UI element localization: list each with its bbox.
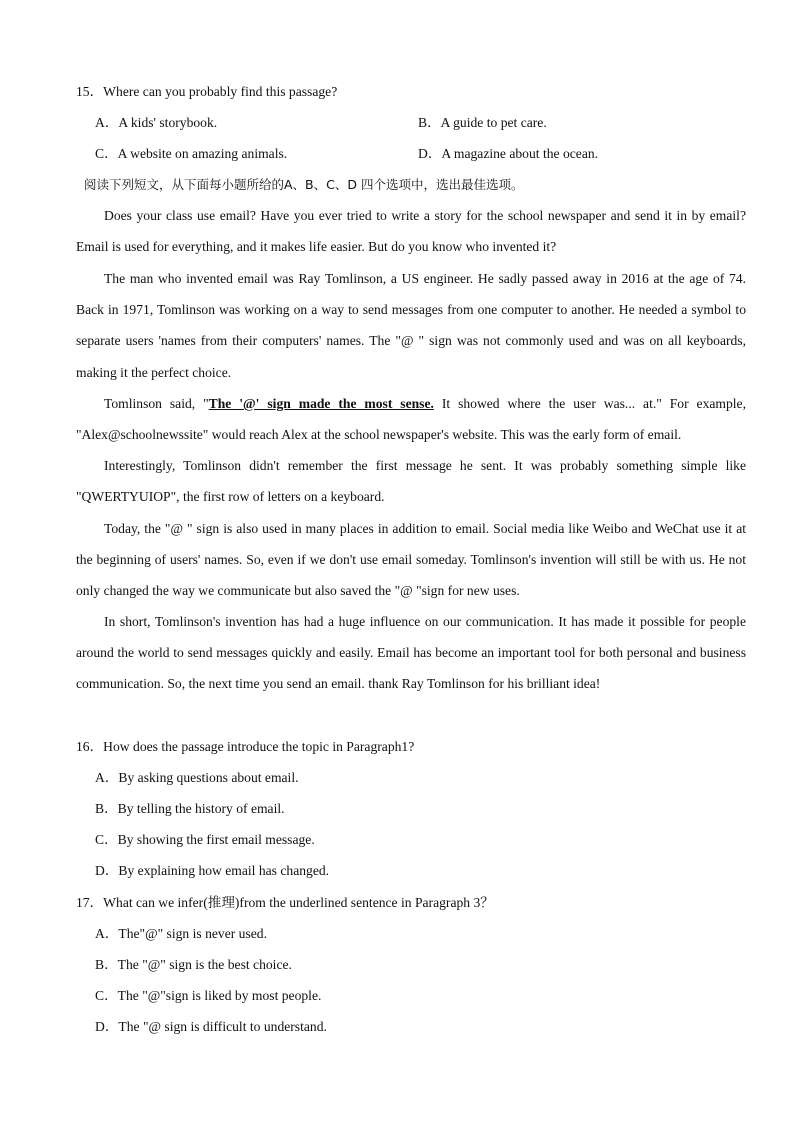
- passage-paragraph-6: In short, Tomlinson's invention has had a huge influence on our communication. It has made it possible for people around the world to send messages quickly and easily. Email has become an important tool for both personal and business communication. So, the next time you send an email. thank Ray Tomlinson for his brilliant idea!: [76, 614, 746, 692]
- passage-paragraph-2: The man who invented email was Ray Tomlinson, a US engineer. He sadly passed away in 2016 at the age of 74. Back in 1971, Tomlinson was working on a way to send messages from one computer to another. He needed a symbol to separate users 'names from their computers' names. The "@ " sign was not commonly used and was on all keyboards, making it the perfect choice.: [76, 271, 746, 380]
- passage-paragraph-4: Interestingly, Tomlinson didn't remember the first message he sent. It was probably something simple like "QWERTYUIOP", the first row of letters on a keyboard.: [76, 458, 746, 505]
- reading-instruction: 阅读下列短文，从下面每小题所给的A、B、C、D 四个选项中，选出最佳选项。: [84, 177, 524, 192]
- question-15-stem: 15．Where can you probably find this passage?: [76, 84, 338, 99]
- passage-paragraph-5: Today, the "@ " sign is also used in many places in addition to email. Social media like Weibo and WeChat use it at the beginning of users' names. So, even if we don't use email someday. Tomlinson's invention will still be with us. He not only changed the way we communicate but also saved the "@ "sign for new uses.: [76, 521, 746, 599]
- p3-end: It showed where the user was... at." For example, "Alex@schoolnewssite" would reach Alex at the school newspaper's website. This was the early form of email.: [76, 396, 746, 443]
- underlined-sentence: The '@' sign made the most sense.: [208, 396, 434, 411]
- q15-option-a: A．A kids' storybook.: [95, 115, 218, 130]
- passage-paragraph-3: [76, 388, 746, 450]
- q17-option-a: A．The"@" sign is never used.: [95, 926, 267, 941]
- question-16-stem: 16．How does the passage introduce the topic in Paragraph1?: [76, 739, 415, 754]
- passage-paragraph-1: Does your class use email? Have you ever tried to write a story for the school newspaper and send it in by email? Email is used for everything, and it makes life easier. But do you know who invented it?: [76, 208, 746, 255]
- q15-option-b: B．A guide to pet care.: [418, 115, 547, 130]
- question-17-stem: 17．What can we infer(推理)from the underlined sentence in Paragraph 3？: [76, 895, 494, 910]
- q17-option-b: B．The "@" sign is the best choice.: [95, 957, 292, 972]
- q16-option-c: C．By showing the first email message.: [95, 832, 315, 847]
- q17-option-c: C．The "@"sign is liked by most people.: [95, 988, 322, 1003]
- q17-option-d: D．The "@ sign is difficult to understand.: [95, 1019, 327, 1034]
- q15-option-d: D．A magazine about the ocean.: [418, 146, 599, 161]
- p3-start: Tomlinson said, ": [104, 396, 209, 411]
- q16-option-d: D．By explaining how email has changed.: [95, 863, 330, 878]
- q16-option-b: B．By telling the history of email.: [95, 801, 285, 816]
- q15-option-c: C．A website on amazing animals.: [95, 146, 288, 161]
- q16-option-a: A．By asking questions about email.: [95, 770, 299, 785]
